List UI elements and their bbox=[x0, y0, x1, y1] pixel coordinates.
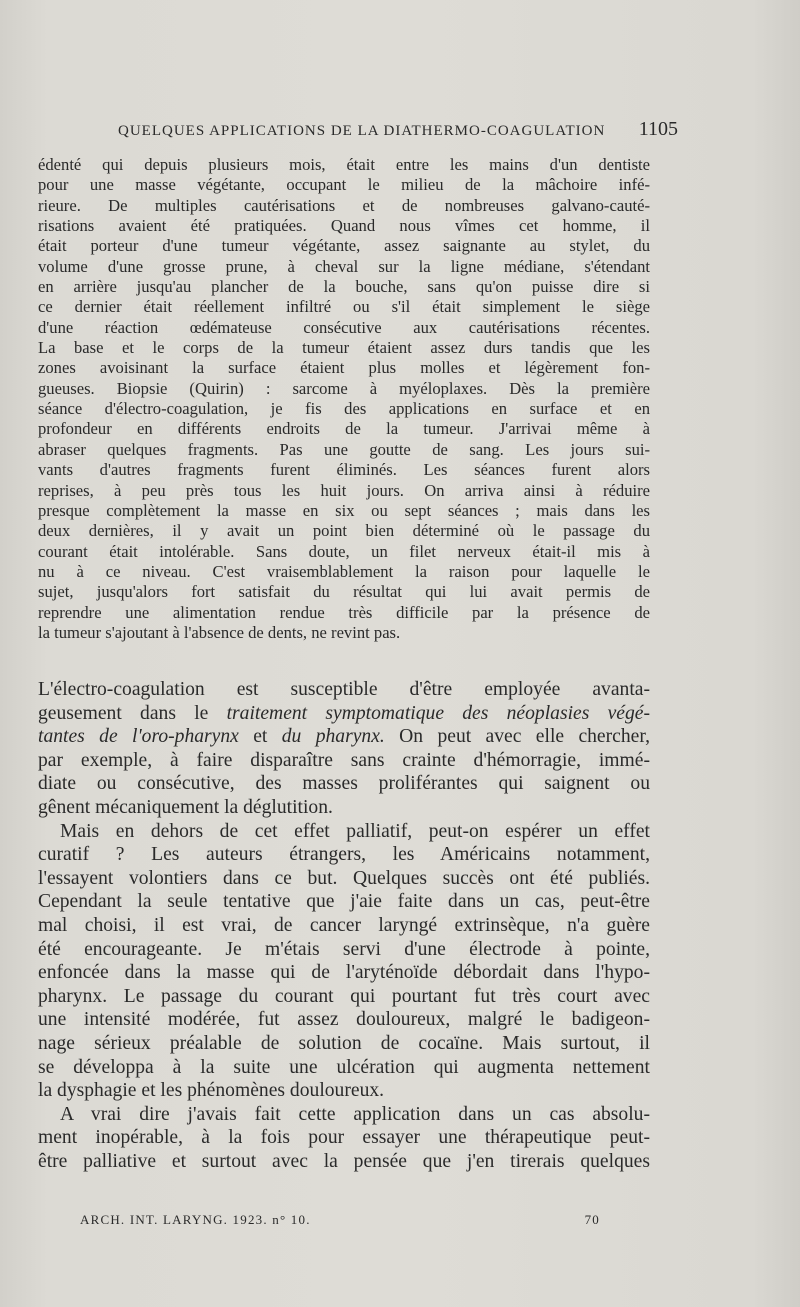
text-line bbox=[38, 725, 650, 749]
italic-term: tantes de l'oro-pharynx bbox=[38, 726, 239, 748]
text-line: zones avoisinant la surface étaient plus molles et légèrement fon- bbox=[38, 358, 650, 378]
text-line: être palliative et surtout avec la pensée que j'en tirerais quelques bbox=[38, 1150, 650, 1172]
text-line: gênent mécaniquement la déglutition. bbox=[38, 796, 333, 818]
paragraph-curative-effect bbox=[38, 820, 650, 1103]
text-line: gueuses. Biopsie (Quirin) : sarcome à myéloplaxes. Dès la première bbox=[38, 378, 650, 398]
text-line: pharynx. Le passage du courant qui pourtant fut très court avec bbox=[38, 985, 650, 1007]
paragraph-inoperable-case bbox=[38, 1103, 650, 1174]
page-footer bbox=[80, 1212, 600, 1228]
text-line: reprises, à peu près tous les huit jours. On arriva ainsi à réduire bbox=[38, 480, 650, 500]
text-line: diate ou consécutive, des masses proliférantes qui saignent ou bbox=[38, 773, 650, 795]
text-line: enfoncée dans la masse qui de l'aryténoïde débordait dans l'hypo- bbox=[38, 962, 650, 984]
text-line: se développa à la suite une ulcération qui augmenta nettement bbox=[38, 1056, 650, 1078]
text-line: L'électro-coagulation est susceptible d'être employée avanta- bbox=[38, 679, 650, 700]
text-line: La base et le corps de la tumeur étaient assez durs tandis que les bbox=[38, 338, 650, 358]
paragraph-symptomatic-treatment bbox=[38, 678, 650, 820]
signature-mark: 70 bbox=[584, 1212, 600, 1227]
text-line: vants d'autres fragments furent éliminés. Les séances furent alors bbox=[38, 460, 650, 480]
text-run: geusement dans le bbox=[38, 702, 227, 724]
text-line: reprendre une alimentation rendue très difficile par la présence de bbox=[38, 602, 650, 622]
text-line: la dysphagie et les phénomènes douloureux. bbox=[38, 1080, 385, 1102]
text-line: pour une masse végétante, occupant le milieu de la mâchoire infé- bbox=[38, 175, 650, 195]
text-line: ce dernier était réellement infiltré ou s'il était simplement le siège bbox=[38, 297, 650, 317]
text-line: Mais en dehors de cet effet palliatif, peut-on espérer un effet bbox=[60, 820, 650, 842]
text-line: d'une réaction œdémateuse consécutive aux cautérisations récentes. bbox=[38, 317, 650, 337]
text-line: abraser quelques fragments. Pas une goutte de sang. Les jours sui- bbox=[38, 439, 650, 459]
running-title: QUELQUES APPLICATIONS DE LA DIATHERMO-COAGULATION bbox=[118, 123, 606, 139]
journal-citation: ARCH. INT. LARYNG. 1923. n° 10. bbox=[80, 1212, 311, 1227]
text-line: mal choisi, il est vrai, de cancer laryngé extrinsèque, n'a guère bbox=[38, 914, 650, 936]
text-run: et bbox=[238, 726, 282, 748]
text-line: A vrai dire j'avais fait cette application dans un cas absolu- bbox=[60, 1103, 650, 1125]
case-report-paragraph bbox=[38, 155, 650, 643]
text-line bbox=[38, 702, 650, 726]
text-line: curatif ? Les auteurs étrangers, les Américains notamment, bbox=[38, 844, 650, 866]
text-line: deux dernières, il y avait un point bien déterminé où le passage du bbox=[38, 521, 650, 541]
text-line: presque complètement la masse en six ou sept séances ; mais dans les bbox=[38, 500, 650, 520]
text-line: était porteur d'une tumeur végétante, assez saignante au stylet, du bbox=[38, 236, 650, 256]
text-line: ment inopérable, à la fois pour essayer une thérapeutique peut- bbox=[38, 1127, 650, 1149]
text-line: la tumeur s'ajoutant à l'absence de dents, ne revint pas. bbox=[38, 622, 401, 642]
page-number: 1105 bbox=[638, 118, 678, 140]
text-line: rieure. De multiples cautérisations et de nombreuses galvano-cauté- bbox=[38, 195, 650, 215]
text-line: été encourageante. Je m'étais servi d'une électrode à pointe, bbox=[38, 938, 650, 960]
running-header bbox=[118, 118, 678, 141]
text-line: nu à ce niveau. C'est vraisemblablement la raison pour laquelle le bbox=[38, 561, 650, 581]
text-line: sujet, jusqu'alors fort satisfait du résultat qui lui avait permis de bbox=[38, 582, 650, 602]
italic-term: du pharynx. bbox=[281, 726, 385, 748]
text-line: l'essayent volontiers dans ce but. Quelques succès ont été publiés. bbox=[38, 867, 650, 889]
text-line: risations avaient été pratiquées. Quand nous vîmes cet homme, il bbox=[38, 216, 650, 236]
body-text bbox=[38, 678, 650, 1173]
italic-term: traitement symptomatique des néoplasies végé- bbox=[226, 702, 651, 724]
text-line: par exemple, à faire disparaître sans crainte d'hémorragie, immé- bbox=[38, 749, 650, 771]
text-line: une intensité modérée, fut assez douloureux, malgré le badigeon- bbox=[38, 1009, 650, 1031]
text-line: en arrière jusqu'au plancher de la bouche, sans qu'on puisse dire si bbox=[38, 277, 650, 297]
text-line: Cependant la seule tentative que j'aie faite dans un cas, peut-être bbox=[38, 891, 650, 913]
text-line: édenté qui depuis plusieurs mois, était entre les mains d'un dentiste bbox=[38, 155, 650, 174]
text-line: volume d'une grosse prune, à cheval sur la ligne médiane, s'étendant bbox=[38, 256, 650, 276]
text-run: On peut avec elle chercher, bbox=[384, 726, 650, 748]
text-line: séance d'électro-coagulation, je fis des applications en surface et en bbox=[38, 399, 650, 419]
text-line: courant était intolérable. Sans doute, un filet nerveux était-il mis à bbox=[38, 541, 650, 561]
text-line: profondeur en différents endroits de la tumeur. J'arrivai même à bbox=[38, 419, 650, 439]
text-line: nage sérieux préalable de solution de cocaïne. Mais surtout, il bbox=[38, 1032, 650, 1054]
